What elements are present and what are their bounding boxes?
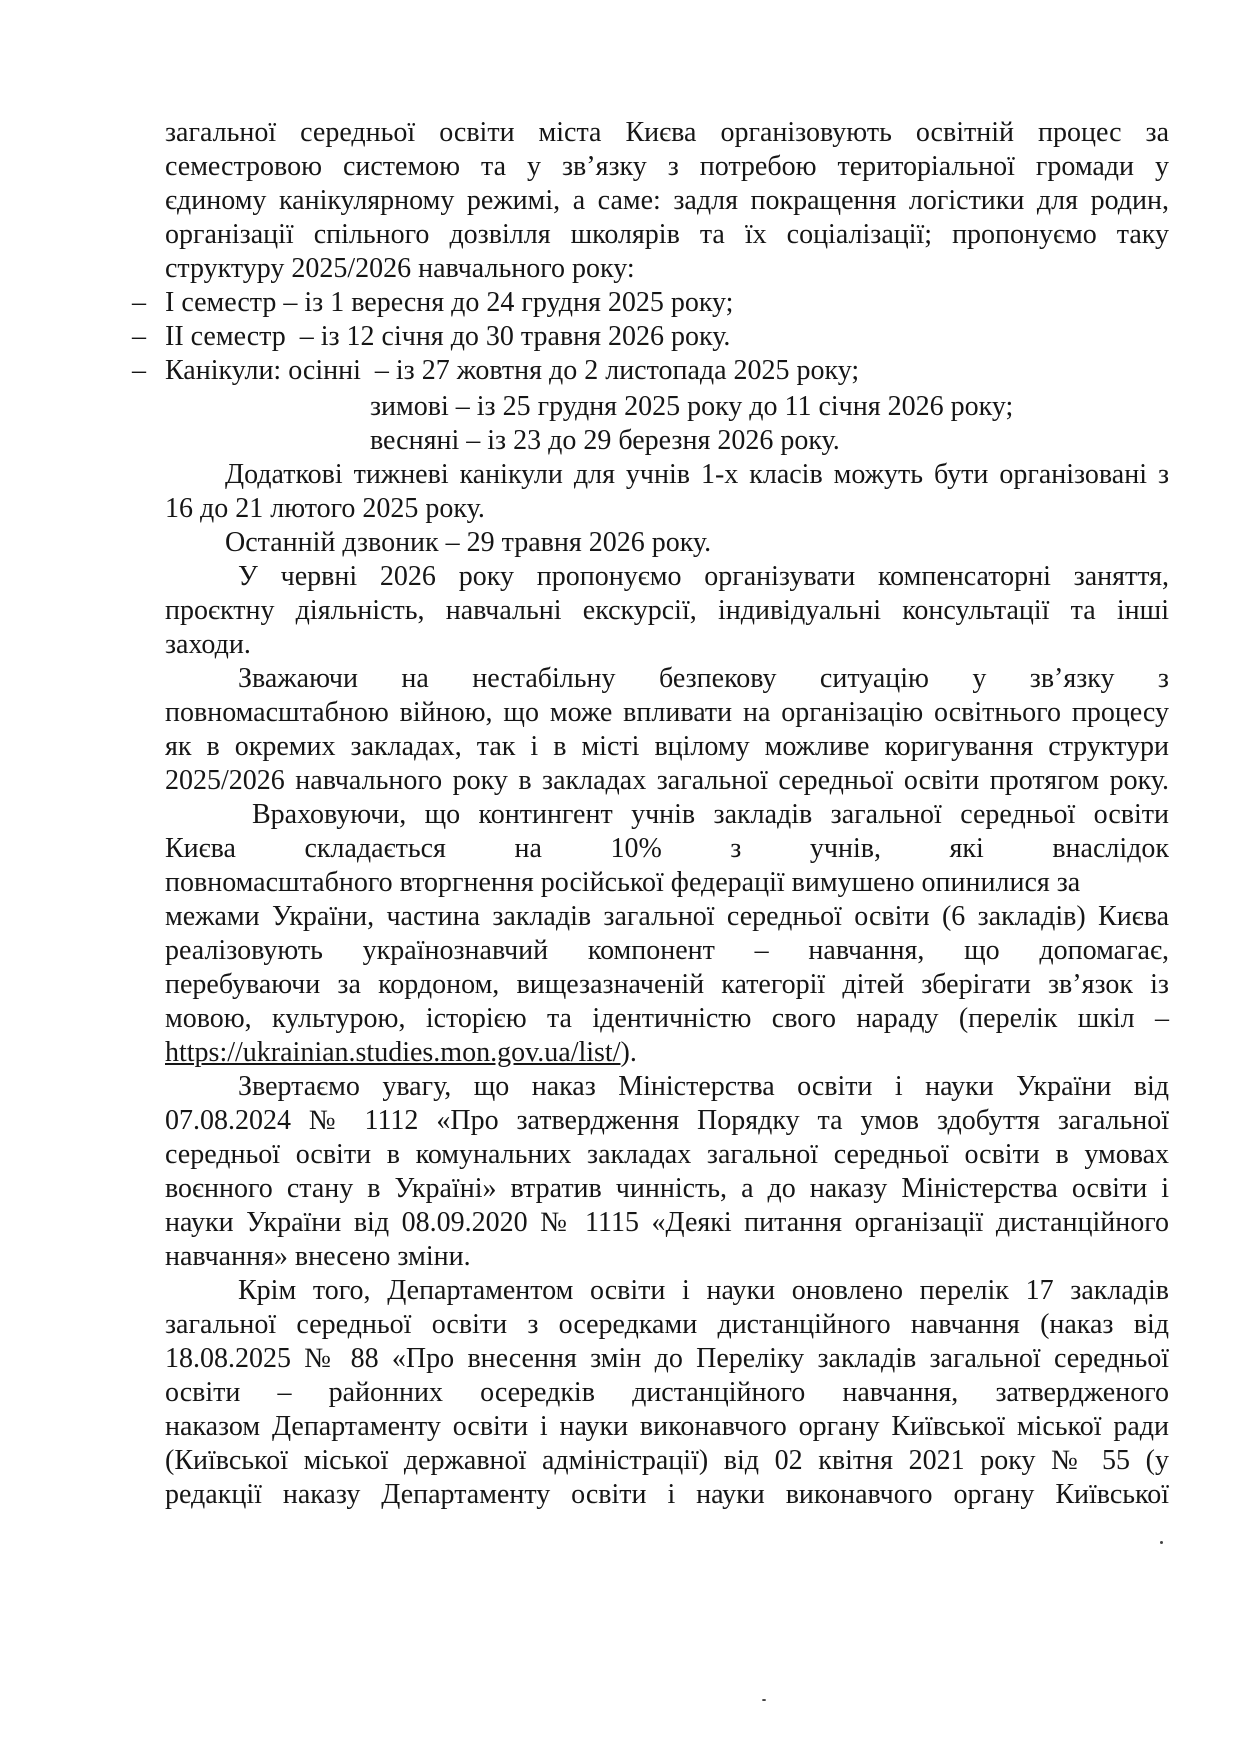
holidays-autumn-text: Канікули: осінні – із 27 жовтня до 2 листопада 2025 року;: [165, 355, 860, 386]
contingent-line: реалізовують українознавчий компонент – навчання, що допомагає,: [165, 935, 1169, 966]
holidays-spring-text: весняні – із 23 до 29 березня 2026 року.: [370, 425, 840, 456]
last-bell-line: Останній дзвоник – 29 травня 2026 року.: [225, 527, 712, 558]
distance-line: наказом Департаменту освіти і науки виконавчого органу Київської міської ради: [165, 1411, 1169, 1442]
intro-line: єдиному канікулярному режимі, а саме: задля покращення логістики для родин,: [165, 185, 1169, 216]
contingent-line: Враховуючи, що контингент учнів закладів загальної середньої освіти: [252, 799, 1169, 830]
distance-line: загальної середньої освіти з осередками дистанційного навчання (наказ від: [165, 1309, 1169, 1340]
contingent-line: межами України, частина закладів загальної середньої освіти (6 закладів) Києва: [165, 901, 1169, 932]
security-line: повномасштабною війною, що може впливати на організацію освітнього процесу: [165, 697, 1169, 728]
intro-line: загальної середньої освіти міста Києва організовують освітній процес за: [165, 117, 1169, 148]
scan-speck: [762, 1699, 766, 1701]
list-dash: –: [132, 321, 146, 352]
semester-1-text: І семестр – із 1 вересня до 24 грудня 2025 року;: [165, 287, 734, 318]
security-line: як в окремих закладах, так і в місті вцілому можливе коригування структури: [165, 731, 1169, 762]
june-line: У червні 2026 року пропонуємо організувати компенсаторні заняття,: [238, 561, 1169, 592]
distance-line: освіти – районних осередків дистанційного навчання, затвердженого: [165, 1377, 1169, 1408]
scan-speck: [1160, 1541, 1163, 1544]
security-line: 2025/2026 навчального року в закладах загальної середньої освіти протягом року.: [165, 765, 1169, 796]
contingent-line: повномасштабного вторгнення російської федерації вимушено опинилися за: [165, 867, 1081, 898]
distance-line: Крім того, Департаментом освіти і науки оновлено перелік 17 закладів: [238, 1275, 1169, 1306]
order-line: науки України від 08.09.2020 № 1115 «Деякі питання організації дистанційного: [165, 1207, 1169, 1238]
distance-line: 18.08.2025 № 88 «Про внесення змін до Переліку закладів загальної середньої: [165, 1343, 1169, 1374]
contingent-line: перебуваючи за кордоном, вищезазначеній категорії дітей зберігати зв’язок із: [165, 969, 1169, 1000]
semester-2-text: ІІ семестр – із 12 січня до 30 травня 2026 року.: [165, 321, 731, 352]
distance-line: редакції наказу Департаменту освіти і науки виконавчого органу Київської: [165, 1479, 1169, 1510]
intro-line: семестровою системою та у зв’язку з потребою територіальної громади у: [165, 151, 1169, 182]
order-line: середньої освіти в комунальних закладах загальної середньої освіти в умовах: [165, 1139, 1169, 1170]
contingent-line: мовою, культурою, історією та ідентичністю свого нараду (перелік шкіл –: [165, 1003, 1169, 1034]
june-line: заходи.: [165, 629, 251, 660]
order-line: навчання» внесено зміни.: [165, 1241, 471, 1272]
extra-holidays-line: 16 до 21 лютого 2025 року.: [165, 493, 485, 524]
order-line: Звертаємо увагу, що наказ Міністерства освіти і науки України від: [238, 1071, 1169, 1102]
holidays-winter-text: зимові – із 25 грудня 2025 року до 11 січня 2026 року;: [370, 391, 1014, 422]
intro-line: структуру 2025/2026 навчального року:: [165, 253, 635, 284]
contingent-tail: ).: [620, 1037, 637, 1068]
distance-line: (Київської міської державної адміністрації) від 02 квітня 2021 року № 55 (у: [165, 1445, 1169, 1476]
contingent-line: Києва складається на 10% з учнів, які внаслідок: [165, 833, 1169, 864]
contingent-link-line: [165, 1036, 637, 1070]
intro-line: організації спільного дозвілля школярів та їх соціалізації; пропонуємо таку: [165, 219, 1169, 250]
order-line: 07.08.2024 № 1112 «Про затвердження Порядку та умов здобуття загальної: [165, 1105, 1169, 1136]
order-line: воєнного стану в Україні» втратив чинність, а до наказу Міністерства освіти і: [165, 1173, 1169, 1204]
security-line: Зважаючи на нестабільну безпекову ситуацію у зв’язку з: [238, 663, 1169, 694]
june-line: проєктну діяльність, навчальні екскурсії, індивідуальні консультації та інші: [165, 595, 1169, 626]
list-dash: –: [132, 355, 146, 386]
schools-list-link[interactable]: https://ukrainian.studies.mon.gov.ua/list/: [165, 1037, 621, 1068]
list-dash: –: [132, 287, 146, 318]
extra-holidays-line: Додаткові тижневі канікули для учнів 1-х класів можуть бути організовані з: [225, 459, 1169, 490]
